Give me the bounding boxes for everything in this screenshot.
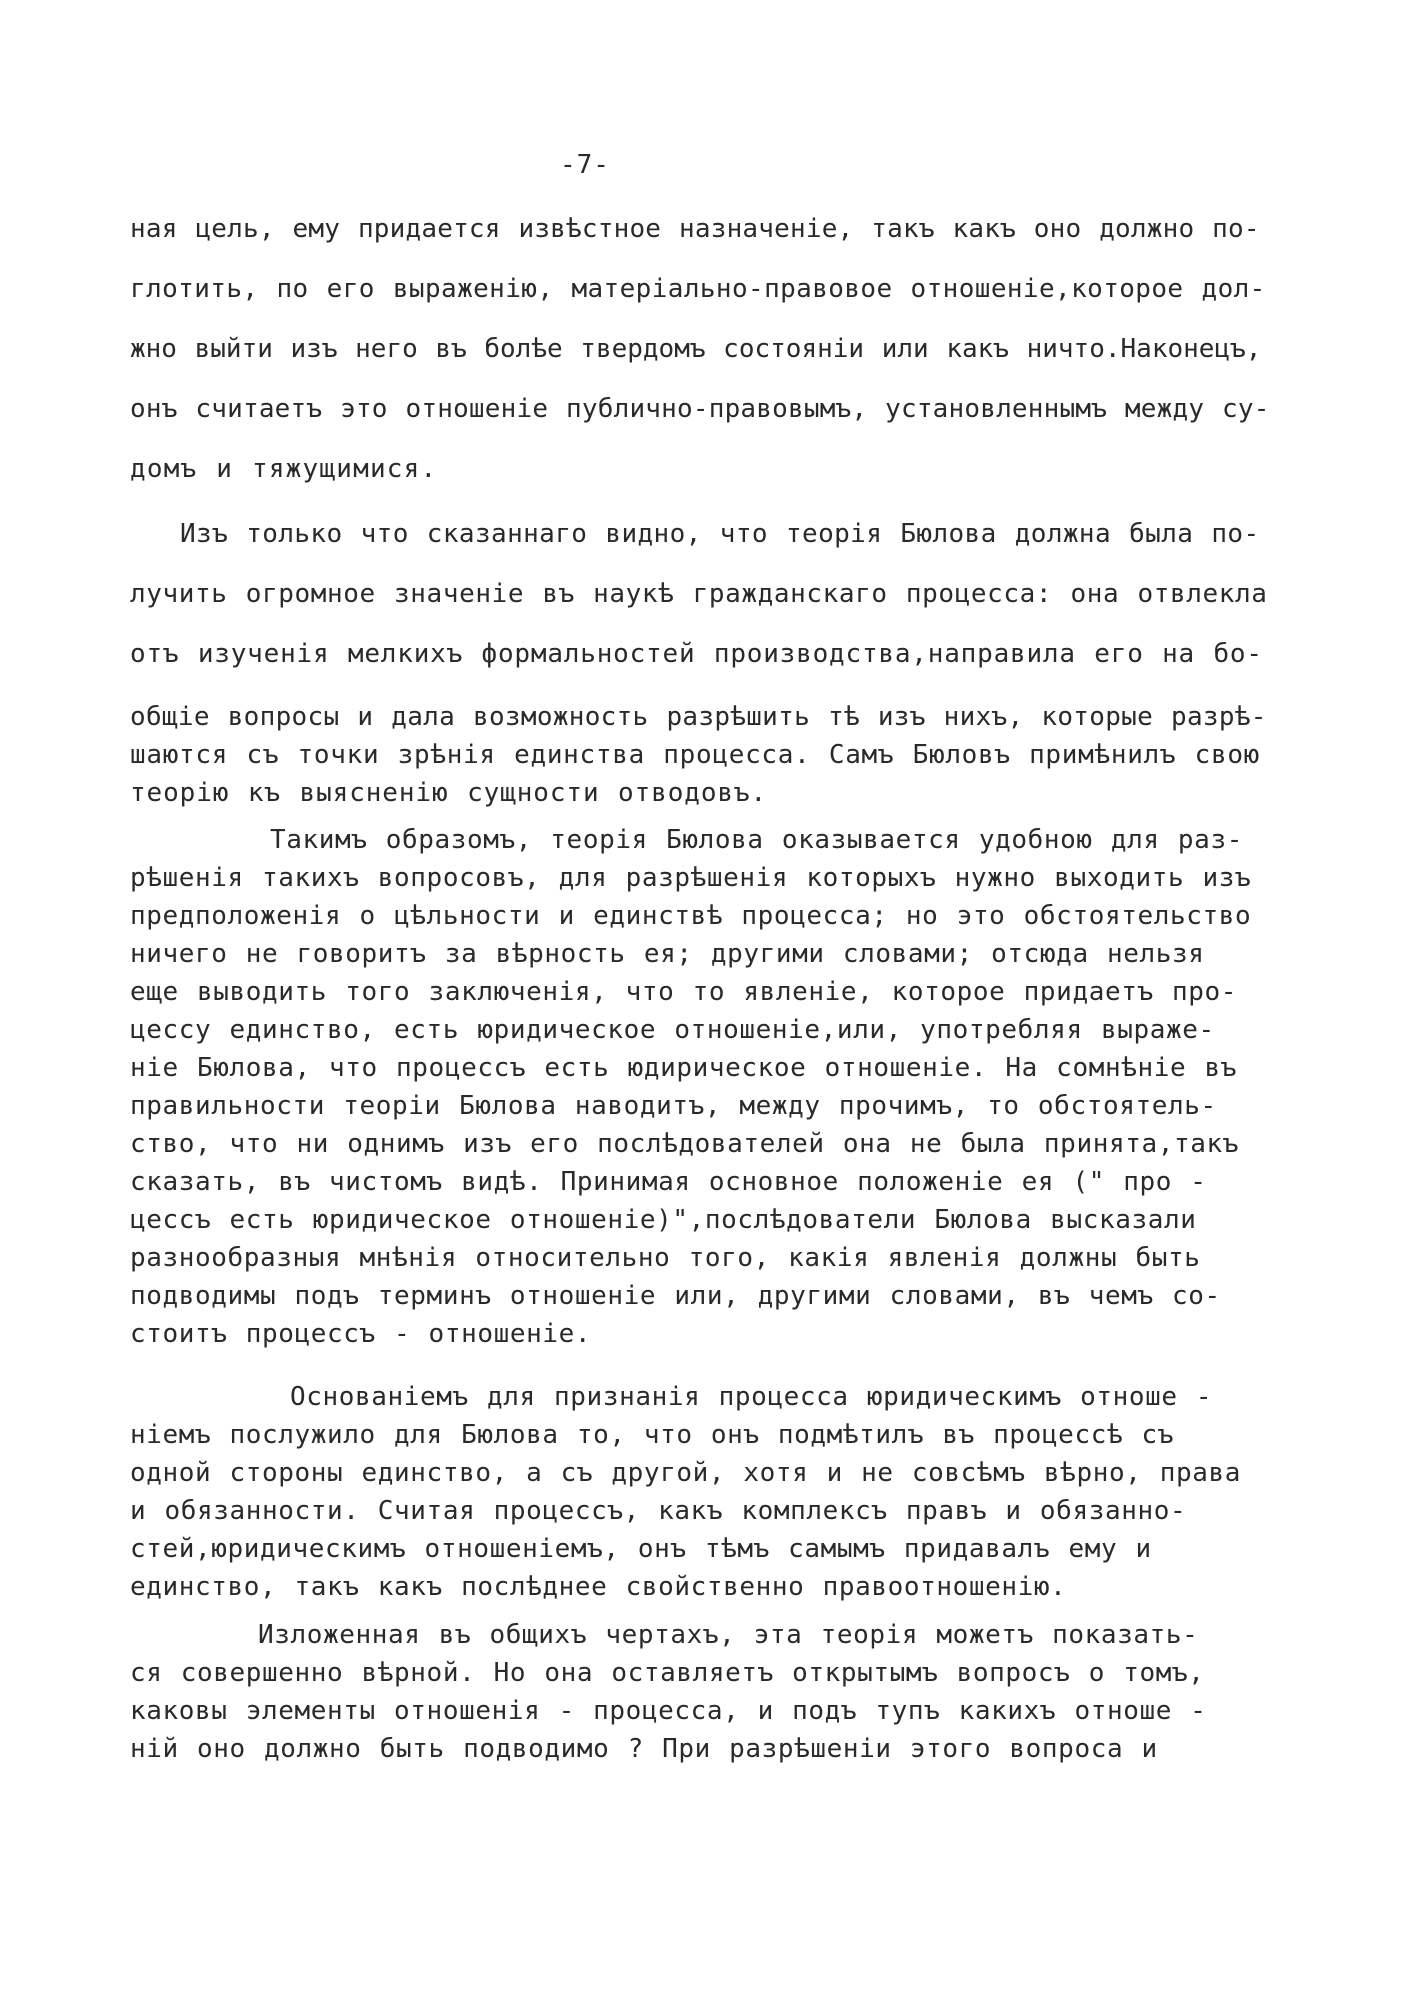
text-line: ство, что ни однимъ изъ его послѣдователей она не была принята,такъ <box>130 1129 1239 1159</box>
text-line: ная цель, ему придается извѣстное назначеніе, такъ какъ оно должно по- <box>130 214 1260 244</box>
text-line: цессъ есть юридическое отношеніе)",послѣдователи Бюлова высказали <box>130 1205 1197 1235</box>
text-line: разнообразныя мнѣнія относительно того, какія явленія должны быть <box>130 1243 1201 1273</box>
text-line: отъ изученія мелкихъ формальностей производства,направила его на бо- <box>130 639 1263 669</box>
text-line: одной стороны единство, а съ другой, хотя и не совсѣмъ вѣрно, права <box>130 1458 1241 1488</box>
text-line: теорію къ выясненію сущности отводовъ. <box>130 778 768 808</box>
text-line: каковы элементы отношенія - процесса, и подъ тупъ какихъ отноше - <box>130 1696 1207 1726</box>
text-line: ся совершенно вѣрной. Но она оставляетъ открытымъ вопросъ о томъ, <box>130 1658 1205 1688</box>
text-line: жно выйти изъ него въ болѣе твердомъ состояніи или какъ ничто.Наконецъ, <box>130 334 1262 364</box>
text-line: шаются съ точки зрѣнія единства процесса. Самъ Бюловъ примѣнилъ свою <box>130 740 1261 770</box>
text-line: лучить огромное значеніе въ наукѣ гражданскаго процесса: она отвлекла <box>130 579 1268 609</box>
text-line: Изложенная въ общихъ чертахъ, эта теорія можетъ показать- <box>258 1620 1199 1650</box>
text-line: и обязанности. Считая процессъ, какъ комплексъ правъ и обязанно- <box>130 1496 1187 1526</box>
text-line: правильности теоріи Бюлова наводитъ, между прочимъ, то обстоятель- <box>130 1091 1217 1121</box>
page-number: -7- <box>560 150 610 180</box>
text-line: единство, такъ какъ послѣднее свойственно правоотношенію. <box>130 1572 1067 1602</box>
text-line: подводимы подъ терминъ отношеніе или, другими словами, въ чемъ со- <box>130 1281 1221 1311</box>
text-line: онъ считаетъ это отношеніе публично-правовымъ, установленнымъ между су- <box>130 394 1270 424</box>
text-line: еще выводить того заключенія, что то явленіе, которое придаетъ про- <box>130 977 1237 1007</box>
text-line: ніемъ послужило для Бюлова то, что онъ подмѣтилъ въ процессѣ съ <box>130 1420 1174 1450</box>
text-line: домъ и тяжущимися. <box>130 454 438 484</box>
text-line: ничего не говоритъ за вѣрность ея; другими словами; отсюда нельзя <box>130 939 1205 969</box>
text-line: глотить, по его выраженію, матеріально-правовое отношеніе,которое дол- <box>130 274 1266 304</box>
text-line: стей,юридическимъ отношеніемъ, онъ тѣмъ самымъ придавалъ ему и <box>130 1534 1152 1564</box>
text-line: Основаніемъ для признанія процесса юридическимъ отноше - <box>290 1382 1213 1412</box>
text-line: стоитъ процессъ - отношеніе. <box>130 1319 592 1349</box>
text-line: рѣшенія такихъ вопросовъ, для разрѣшенія которыхъ нужно выходить изъ <box>130 863 1252 893</box>
text-line: Изъ только что сказаннаго видно, что теорія Бюлова должна была по- <box>180 519 1260 549</box>
text-line: цессу единство, есть юридическое отношеніе,или, употребляя выраже- <box>130 1015 1215 1045</box>
text-line: предположенія о цѣльности и единствѣ процесса; но это обстоятельство <box>130 901 1252 931</box>
text-line: ній оно должно быть подводимо ? При разрѣшеніи этого вопроса и <box>130 1734 1158 1764</box>
text-line: ніе Бюлова, что процессъ есть юдирическое отношеніе. На сомнѣніе въ <box>130 1053 1237 1083</box>
text-line: общіе вопросы и дала возможность разрѣшить тѣ изъ нихъ, которые разрѣ- <box>130 702 1267 732</box>
text-line: Такимъ образомъ, теорія Бюлова оказывается удобною для раз- <box>270 825 1243 855</box>
text-line: сказать, въ чистомъ видѣ. Принимая основное положеніе ея (" про - <box>130 1167 1207 1197</box>
